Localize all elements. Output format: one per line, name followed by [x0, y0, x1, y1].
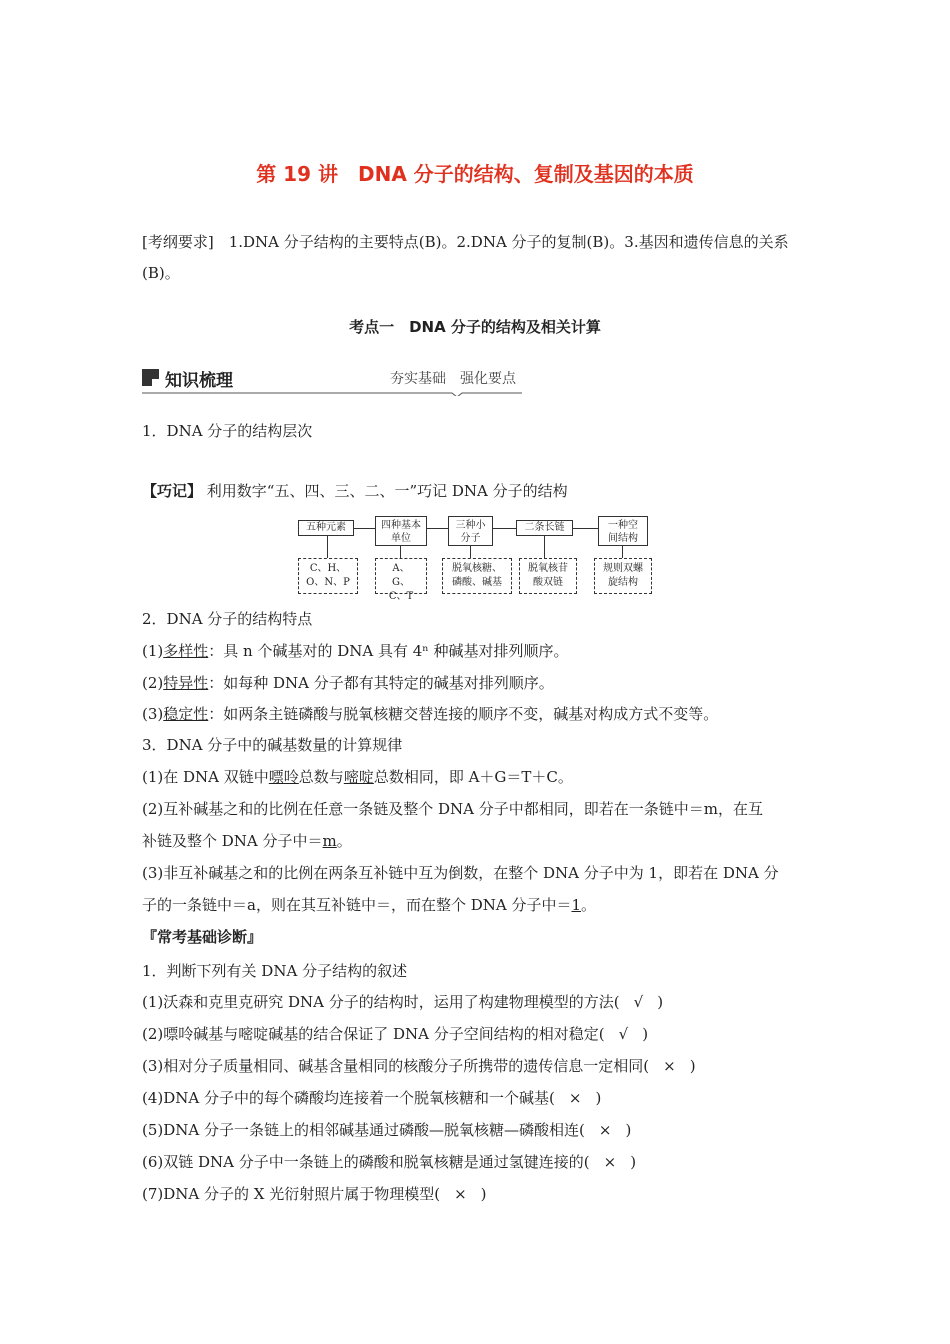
- box-four-units: 四种基本单位: [375, 516, 427, 546]
- header-rule: [142, 366, 522, 396]
- diagnosis-title: 『常考基础诊断』: [142, 928, 263, 946]
- exam-requirements: [考纲要求] 1.DNA 分子结构的主要特点(B)。2.DNA 分子的复制(B)。3.基因和遗传信息的关系(B)。: [142, 233, 789, 282]
- judgment-mark: ×: [598, 1121, 612, 1139]
- item-1: 1．DNA 分子的结构层次: [142, 422, 313, 440]
- page-title: 第 19 讲 DNA 分子的结构、复制及基因的本质: [256, 162, 694, 186]
- judgment-5: (5)DNA 分子一条链上的相邻碱基通过磷酸—脱氧核糖—磷酸相连( × ): [142, 1121, 632, 1139]
- rule-1: (1)在 DNA 双链中嘌呤总数与嘧啶总数相同，即 A＋G＝T＋C。: [142, 768, 573, 786]
- judgment-mark: ×: [568, 1089, 582, 1107]
- judgment-6: (6)双链 DNA 分子中一条链上的磷酸和脱氧核糖是通过氢键连接的( × ): [142, 1153, 637, 1171]
- feature-diversity: (1)多样性：具 n 个碱基对的 DNA 具有 4ⁿ 种碱基对排列顺序。: [142, 642, 569, 660]
- feature-stability: (3)稳定性：如两条主链磷酸与脱氧核糖交替连接的顺序不变，碱基对构成方式不变等。: [142, 705, 719, 723]
- knowledge-header: [142, 366, 522, 396]
- judgment-4: (4)DNA 分子中的每个磷酸均连接着一个脱氧核糖和一个碱基( × ): [142, 1089, 602, 1107]
- mnemonic-text: 利用数字“五、四、三、二、一”巧记 DNA 分子的结构: [206, 482, 568, 500]
- box-chains-detail: 脱氧核苷酸双链: [519, 558, 577, 594]
- judgment-mark: ×: [663, 1057, 676, 1075]
- item-2: 2．DNA 分子的结构特点: [142, 610, 313, 628]
- judgment-mark: ×: [603, 1153, 617, 1171]
- judgment-3: (3)相对分子质量相同、碱基含量相同的核酸分子所携带的遗传信息一定相同( × ): [142, 1057, 696, 1075]
- box-two-chains: 二条长链: [516, 520, 573, 536]
- structure-diagram: [290, 510, 660, 602]
- judgment-2: (2)嘌呤碱基与嘧啶碱基的结合保证了 DNA 分子空间结构的相对稳定( √ ): [142, 1025, 649, 1043]
- box-five-elements: 五种元素: [298, 520, 354, 536]
- mnemonic-label: 【巧记】: [142, 482, 203, 500]
- rule-2-line-1: (2)互补碱基之和的比例在任意一条链及整个 DNA 分子中都相同，即若在一条链中＝m，在互: [142, 800, 763, 818]
- box-bases-detail: A、G、C、T: [375, 558, 427, 594]
- rule-3-line-2: 子的一条链中＝a，则在其互补链中＝，而在整个 DNA 分子中＝1。: [142, 896, 597, 914]
- box-molecules-detail: 脱氧核糖、磷酸、碱基: [442, 558, 512, 594]
- judgment-1: (1)沃森和克里克研究 DNA 分子的结构时，运用了构建物理模型的方法( √ ): [142, 993, 664, 1011]
- diagnosis-item: 1．判断下列有关 DNA 分子结构的叙述: [142, 962, 408, 980]
- judgment-mark: ×: [454, 1185, 467, 1203]
- feature-specificity: (2)特异性：如每种 DNA 分子都有其特定的碱基对排列顺序。: [142, 674, 554, 692]
- mnemonic: [142, 480, 568, 502]
- judgment-mark: √: [618, 1025, 629, 1043]
- section-title: 考点一 DNA 分子的结构及相关计算: [349, 318, 601, 336]
- knowledge-subtitle: 夯实基础 强化要点: [390, 371, 516, 387]
- box-three-molecules: 三种小分子: [448, 516, 493, 546]
- judgment-7: (7)DNA 分子的 X 光衍射照片属于物理模型( × ): [142, 1185, 487, 1203]
- rule-2-line-2: 补链及整个 DNA 分子中＝m。: [142, 832, 352, 850]
- box-structure-detail: 规则双螺旋结构: [594, 558, 652, 594]
- rule-3-line-1: (3)非互补碱基之和的比例在两条互补链中互为倒数，在整个 DNA 分子中为 1，即若在 DNA 分: [142, 864, 779, 882]
- judgment-mark: √: [633, 993, 644, 1011]
- item-3: 3．DNA 分子中的碱基数量的计算规律: [142, 736, 403, 754]
- box-one-structure: 一种空间结构: [598, 516, 648, 546]
- knowledge-title: 知识梳理: [165, 371, 233, 391]
- box-elements-detail: C、H、O、N、P: [298, 558, 358, 594]
